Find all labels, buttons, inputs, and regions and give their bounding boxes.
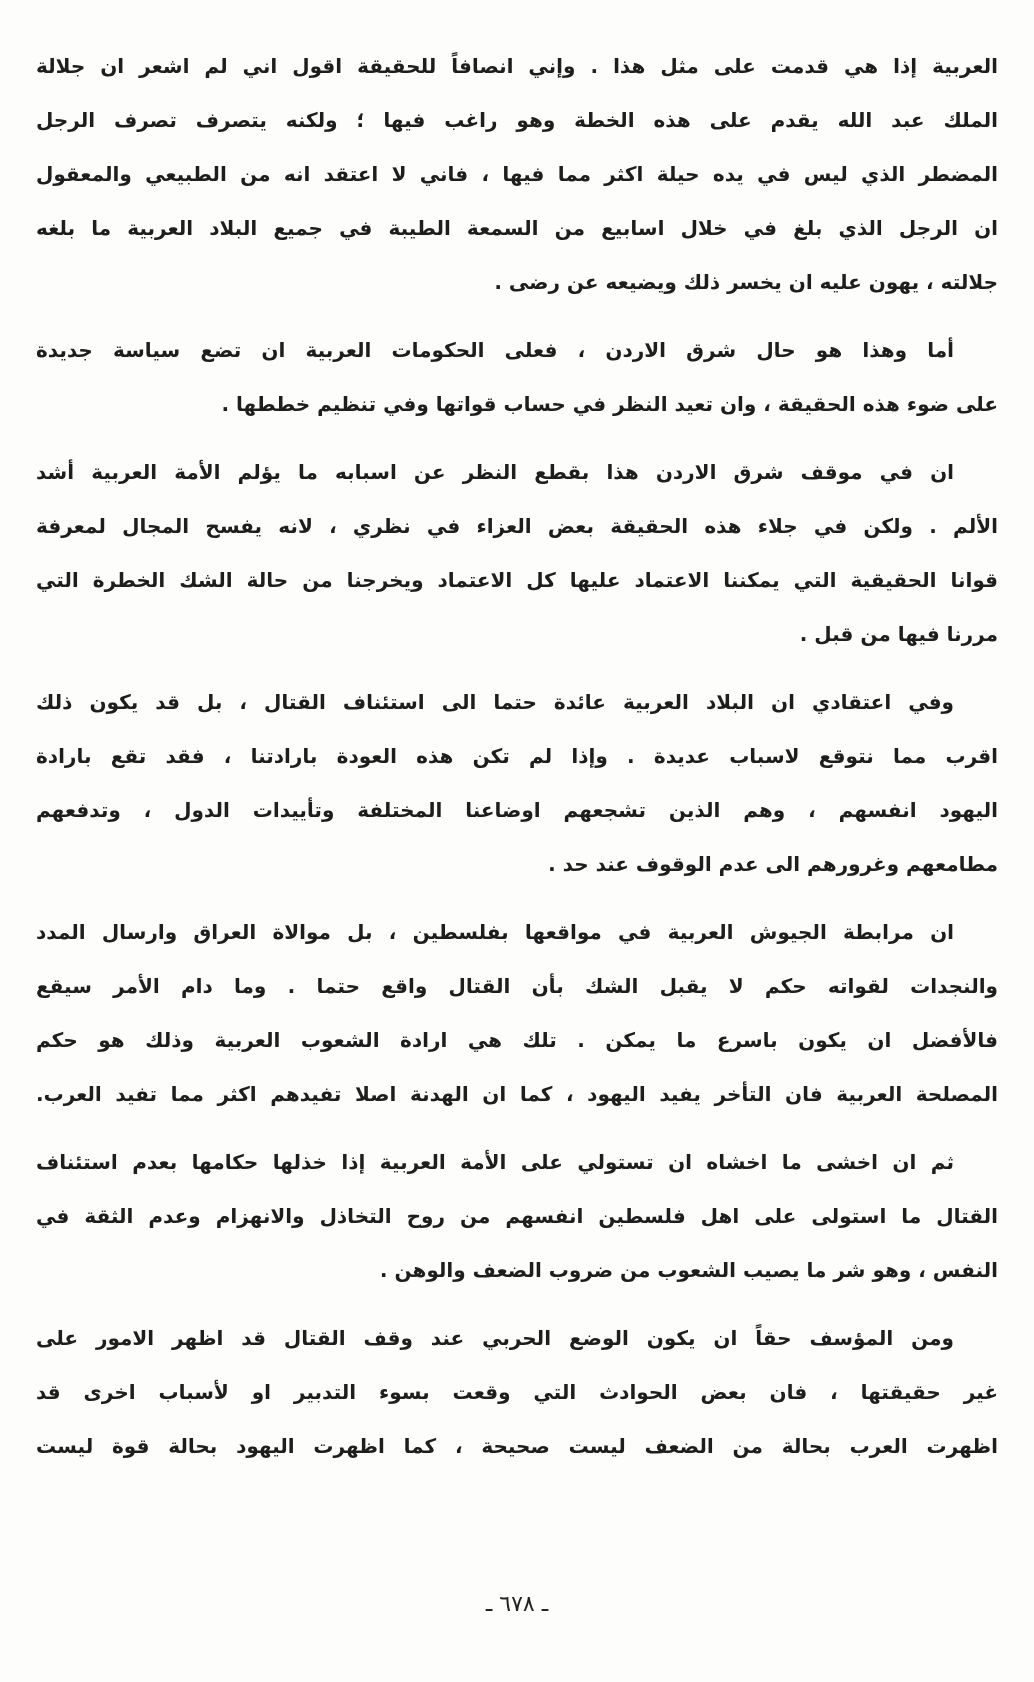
text-line: فالأفضل ان يكون باسرع ما يمكن . تلك هي ارادة الشعوب العربية وذلك هو حكم [36,1028,998,1052]
text-line: ومن المؤسف حقاً ان يكون الوضع الحربي عند وقف القتال قد اظهر الامور على [36,1326,954,1350]
text-line: المضطر الذي ليس في يده حيلة اكثر مما فيها ، فاني لا اعتقد انه من الطبيعي والمعقول [36,162,998,186]
text-line: الملك عبد الله يقدم على هذه الخطة وهو راغب فيها ؛ ولكنه يتصرف تصرف الرجل [36,108,998,132]
text-line: القتال ما استولى على اهل فلسطين انفسهم من روح التخاذل والانهزام وعدم الثقة في [36,1204,998,1228]
paragraph-1 [36,46,998,316]
page-number: ـ ٦٧٨ ـ [485,1592,549,1617]
text-line: اظهرت العرب بحالة من الضعف ليست صحيحة ، كما اظهرت اليهود بحالة قوة ليست [36,1434,998,1458]
text-line: اليهود انفسهم ، وهم الذين تشجعهم اوضاعنا المختلفة وتأييدات الدول ، وتدفعهم [36,798,998,822]
paragraph-2 [36,330,998,438]
text-line: اقرب مما نتوقع لاسباب عديدة . وإذا لم تكن هذه العودة بارادتنا ، فقد تقع بارادة [36,744,998,768]
text-line: ثم ان اخشى ما اخشاه ان تستولي على الأمة العربية إذا خذلها حكامها بعدم استئناف [36,1150,954,1174]
paragraph-7 [36,1318,998,1480]
text-line: العربية إذا هي قدمت على مثل هذا . وإني انصافاً للحقيقة اقول اني لم اشعر ان جلالة [36,54,998,78]
text-line: على ضوء هذه الحقيقة ، وان تعيد النظر في حساب قواتها وفي تنظيم خططها . [221,392,998,416]
text-line: أما وهذا هو حال شرق الاردن ، فعلى الحكومات العربية ان تضع سياسة جديدة [36,338,954,362]
text-line: مطامعهم وغرورهم الى عدم الوقوف عند حد . [548,852,998,876]
paragraph-5 [36,912,998,1128]
text-line: الألم . ولكن في جلاء هذه الحقيقة بعض العزاء في نظري ، لانه يفسح المجال لمعرفة [36,514,998,538]
text-line: والنجدات لقواته حكم لا يقبل الشك بأن القتال واقع حتما . وما دام الأمر سيقع [36,974,998,998]
text-line: ان في موقف شرق الاردن هذا بقطع النظر عن اسبابه ما يؤلم الأمة العربية أشد [36,460,954,484]
text-line: ان مرابطة الجيوش العربية في مواقعها بفلسطين ، بل موالاة العراق وارسال المدد [36,920,954,944]
text-line: المصلحة العربية فان التأخر يفيد اليهود ، كما ان الهدنة اصلا تفيدهم اكثر مما تفيد العرب. [36,1082,998,1106]
text-line: قوانا الحقيقية التي يمكننا الاعتماد عليها كل الاعتماد ويخرجنا من حالة الشك الخطرة التي [36,568,998,592]
text-line: النفس ، وهو شر ما يصيب الشعوب من ضروب الضعف والوهن . [379,1258,998,1282]
text-line: مررنا فيها من قبل . [799,622,998,646]
text-line: غير حقيقتها ، فان بعض الحوادث التي وقعت بسوء التدبير او لأسباب اخرى قد [36,1380,998,1404]
paragraph-6 [36,1142,998,1304]
text-line: جلالته ، يهون عليه ان يخسر ذلك ويضيعه عن رضى . [494,270,998,294]
text-line: ان الرجل الذي بلغ في خلال اسابيع من السمعة الطيبة في جميع البلاد العربية ما بلغه [36,216,998,240]
text-line: وفي اعتقادي ان البلاد العربية عائدة حتما الى استئناف القتال ، بل قد يكون ذلك [36,690,954,714]
paragraph-3 [36,452,998,668]
paragraph-4 [36,682,998,898]
